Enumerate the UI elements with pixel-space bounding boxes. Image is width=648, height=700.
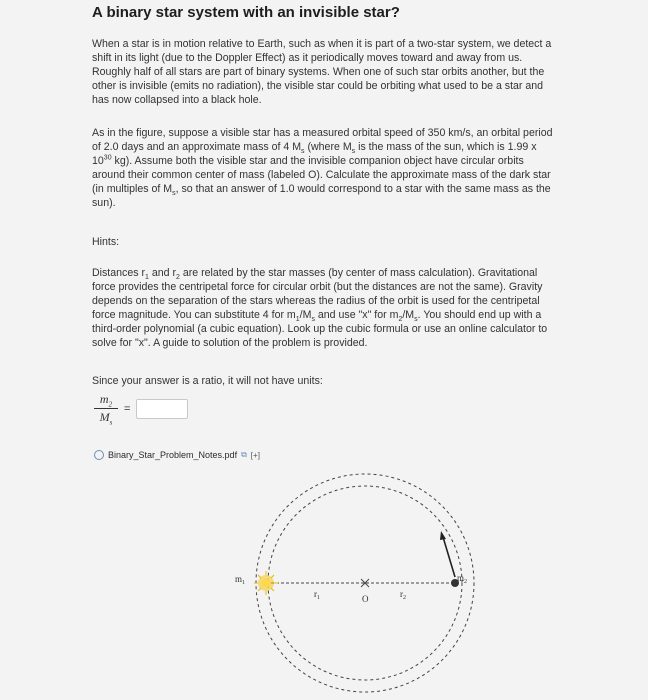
label-m1: $m_1$	[235, 574, 246, 586]
problem-line: As in the figure, suppose a visible star has a measured orbital speed of 350 km/s, an orbital period	[92, 127, 553, 139]
label-m2: $m_2$	[457, 573, 468, 585]
hint-line: solve for "x". A guide to solution of the problem is provided.	[92, 337, 368, 349]
intro-line: When a star is in motion relative to Earth, such as when it is part of a two-star system, we detect a	[92, 38, 552, 50]
velocity-arrowhead	[440, 531, 446, 540]
hint-line: Distances $r_1$ and $r_2$ are related by the star masses (by center of mass calculation). Gravitational	[92, 267, 538, 282]
attachment-filename[interactable]: Binary_Star_Problem_Notes.pdf	[108, 450, 238, 460]
problem-line: of 2.0 days and an approximate mass of 4 $M_s$ (where $M_s$ is the mass of the sun, which is 1.99 x	[92, 141, 537, 156]
problem-line: (in multiples of $M_s$, so that an answer of 1.0 would correspond to a star with the same mass as the	[92, 183, 551, 198]
ratio-fraction	[94, 392, 118, 425]
equals-sign: =	[124, 403, 131, 415]
velocity-arrow	[443, 537, 455, 577]
intro-line: has now collapsed into a black hole.	[92, 94, 262, 106]
intro-line: shift in its light (due to the Doppler Effect) as it periodically moves toward and away from us.	[92, 52, 523, 64]
label-o: O	[362, 594, 369, 604]
hints-label: Hints:	[92, 236, 120, 248]
problem-line: sun).	[92, 197, 116, 209]
label-r1: $r_1$	[314, 589, 320, 601]
binary-star-figure	[230, 465, 490, 700]
problem-line: around their common center of mass (labeled O). Calculate the approximate mass of the dark star	[92, 169, 551, 181]
fraction-denominator: $M_s$	[99, 410, 113, 427]
attachment-link[interactable]	[94, 450, 260, 460]
units-note: Since your answer is a ratio, it will not have units:	[92, 375, 323, 387]
attachment-icon	[94, 450, 104, 460]
intro-line: other is invisible (emits no radiation), the visible star could be orbiting what used to be a star and	[92, 80, 544, 92]
visible-star	[254, 571, 278, 595]
fraction-numerator: $m_2$	[94, 392, 118, 409]
expand-toggle[interactable]: [+]	[250, 450, 260, 460]
hints-paragraph	[92, 266, 624, 350]
intro-paragraph	[92, 37, 624, 107]
label-r2: $r_2$	[400, 589, 406, 601]
hint-line: force magnitude. You can substitute 4 for $m_1/M_s$ and use "x" for $m_2/M_s$. You should end up with a	[92, 309, 542, 324]
problem-paragraph	[92, 126, 624, 210]
hint-line: force provides the centripetal force for circular orbit (but the distances are not the same). Gravity	[92, 281, 543, 293]
hint-line: third-order polynomial (a cubic equation). Look up the cubic formula or use an online calculator to	[92, 323, 548, 335]
intro-line: Roughly half of all stars are part of binary systems. When one of such star orbits another, but the	[92, 66, 545, 78]
hint-line: depends on the separation of the stars whereas the radius of the orbit is used for the centripetal	[92, 295, 540, 307]
external-link-icon[interactable]: ⧉	[241, 450, 247, 459]
problem-line: $10^{30}$ kg). Assume both the visible star and the invisible companion object have circular orbits	[92, 154, 524, 167]
answer-input[interactable]	[136, 399, 188, 419]
page-title: A binary star system with an invisible star?	[92, 4, 400, 21]
